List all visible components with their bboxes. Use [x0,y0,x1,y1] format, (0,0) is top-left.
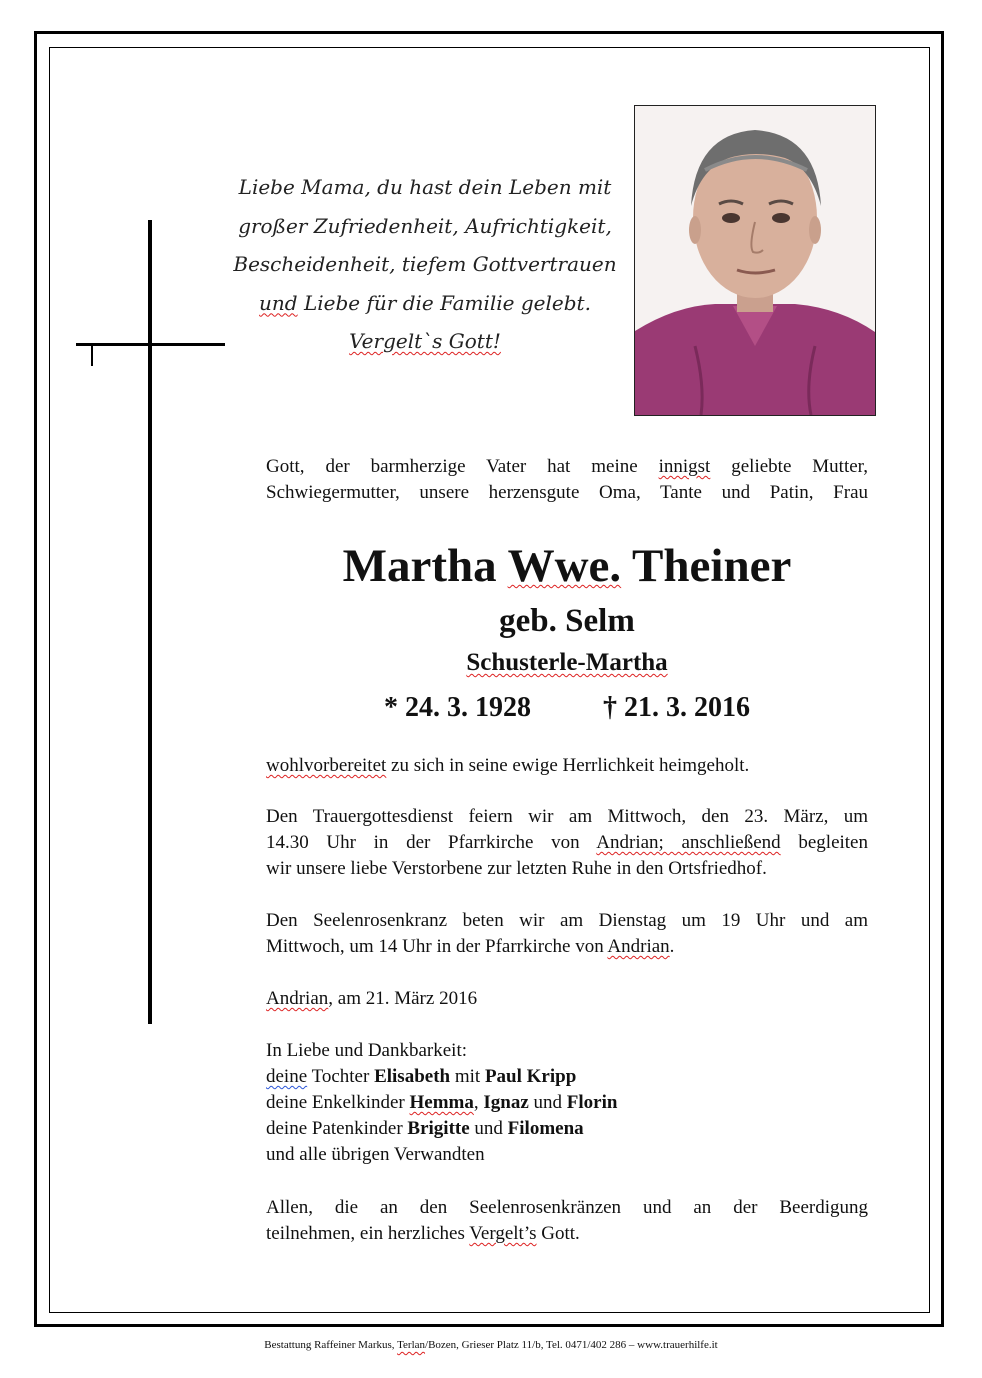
text-run: begleiten [780,832,868,853]
funeral-home-footer [0,1337,982,1353]
poem-text: Liebe für die Familie gelebt. [297,290,591,315]
announcement-intro [266,454,868,506]
spell-marked-word: Vergelt`s Gott! [349,329,501,353]
text-cursor [91,346,93,366]
nickname [266,647,868,679]
mourner-name: Elisabeth [374,1066,451,1087]
text-line [266,454,868,480]
rosary-info [266,908,868,960]
spell-marked-word: Andrian [607,936,670,957]
poem-line: Liebe Mama, du hast dein Leben mit [238,175,612,199]
text-run: deine Enkelkinder [266,1092,410,1113]
text-run: deine Patenkinder [266,1118,408,1139]
text-run: Bestattung Raffeiner Markus, [264,1339,398,1351]
poem-line: Bescheidenheit, tiefem Gottvertrauen [233,252,617,276]
text-line [266,986,868,1012]
text-run: geliebte Mutter, [710,456,868,477]
text-line: Den Trauergottesdienst feiern wir am Mittwoch, den 23. März, um [266,806,868,827]
text-run: /Bozen, Grieser Platz 11/b, Tel. 0471/402 286 – www.trauerhilfe.it [425,1339,718,1351]
text-line: In Liebe und Dankbarkeit: [266,1040,468,1061]
text-run: . [669,936,675,957]
poem-line: großer Zufriedenheit, Aufrichtigkeit, [238,213,612,238]
mourner-name: Filomena [507,1118,584,1139]
portrait-illustration [635,106,875,415]
mourner-row: und alle übrigen Verwandten [266,1144,485,1165]
mourner-row [266,1064,868,1090]
portrait-photo [634,105,876,416]
deceased-name [266,538,868,594]
life-dates [266,688,868,728]
spell-marked-word: Andrian [266,988,329,1009]
spell-marked-word: wohlvorbereitet [266,755,387,776]
spell-marked-word: innigst [658,456,711,477]
spell-marked-word: Andrian; anschließend [596,832,781,853]
text-run: 14.30 Uhr in der Pfarrkirche von [266,832,597,853]
text-line [266,830,868,856]
text-run: , [473,1092,484,1113]
cross-horizontal-bar [76,343,225,346]
text-line: Den Seelenrosenkranz beten wir am Dienstag um 19 Uhr und am [266,910,868,931]
name-run: Martha [342,540,508,592]
text-run: zu sich in seine ewige Herrlichkeit heimgeholt. [386,755,750,776]
text-run: , am 21. März 2016 [328,988,478,1009]
spell-marked-word: Schusterle-Martha [466,649,668,676]
text-line: Schwiegermutter, unsere herzensgute Oma, Tante und Patin, Frau [266,482,868,503]
text-line [266,1221,868,1247]
text-line [266,934,868,960]
mourners-list [266,1038,868,1168]
memorial-poem [225,168,625,361]
spell-marked-word: und [259,290,298,315]
death-date: † 21. 3. 2016 [603,692,750,723]
grammar-marked-word: deine [266,1066,308,1087]
text-run: teilnehmen, ein herzliches [266,1223,470,1244]
thanks-note [266,1195,868,1247]
name-run: Theiner [621,540,792,592]
mourner-row [266,1090,868,1116]
cross-vertical-bar [148,220,152,1024]
mourner-row [266,1116,868,1142]
text-run: mit [450,1066,485,1087]
mourner-name: Florin [566,1092,618,1113]
spell-marked-word: Vergelt’s [469,1223,537,1244]
birth-date: * 24. 3. 1928 [384,692,531,723]
text-line: Allen, die an den Seelenrosenkränzen und an der Beerdigung [266,1197,868,1218]
mourner-name: Hemma [409,1092,474,1113]
mourner-name: Ignaz [483,1092,529,1113]
poem-line [225,284,625,323]
mourner-name: Brigitte [407,1118,470,1139]
spell-marked-word: Wwe. [507,540,622,592]
funeral-service-info [266,804,868,882]
poem-line [225,322,625,361]
text-run: und [469,1118,508,1139]
text-line [266,753,868,779]
text-run: und [528,1092,567,1113]
text-run: Mittwoch, um 14 Uhr in der Pfarrkirche von [266,936,608,957]
birth-name: geb. Selm [499,603,635,639]
taken-statement [266,753,868,779]
spell-marked-word: Terlan [397,1339,426,1351]
text-line: wir unsere liebe Verstorbene zur letzten Ruhe in den Ortsfriedhof. [266,858,767,879]
text-run: Gott, der barmherzige Vater hat meine [266,456,659,477]
mourner-name: Paul Kripp [484,1066,577,1087]
text-run: Gott. [536,1223,580,1244]
text-run: Tochter [307,1066,375,1087]
place-and-date [266,986,868,1012]
